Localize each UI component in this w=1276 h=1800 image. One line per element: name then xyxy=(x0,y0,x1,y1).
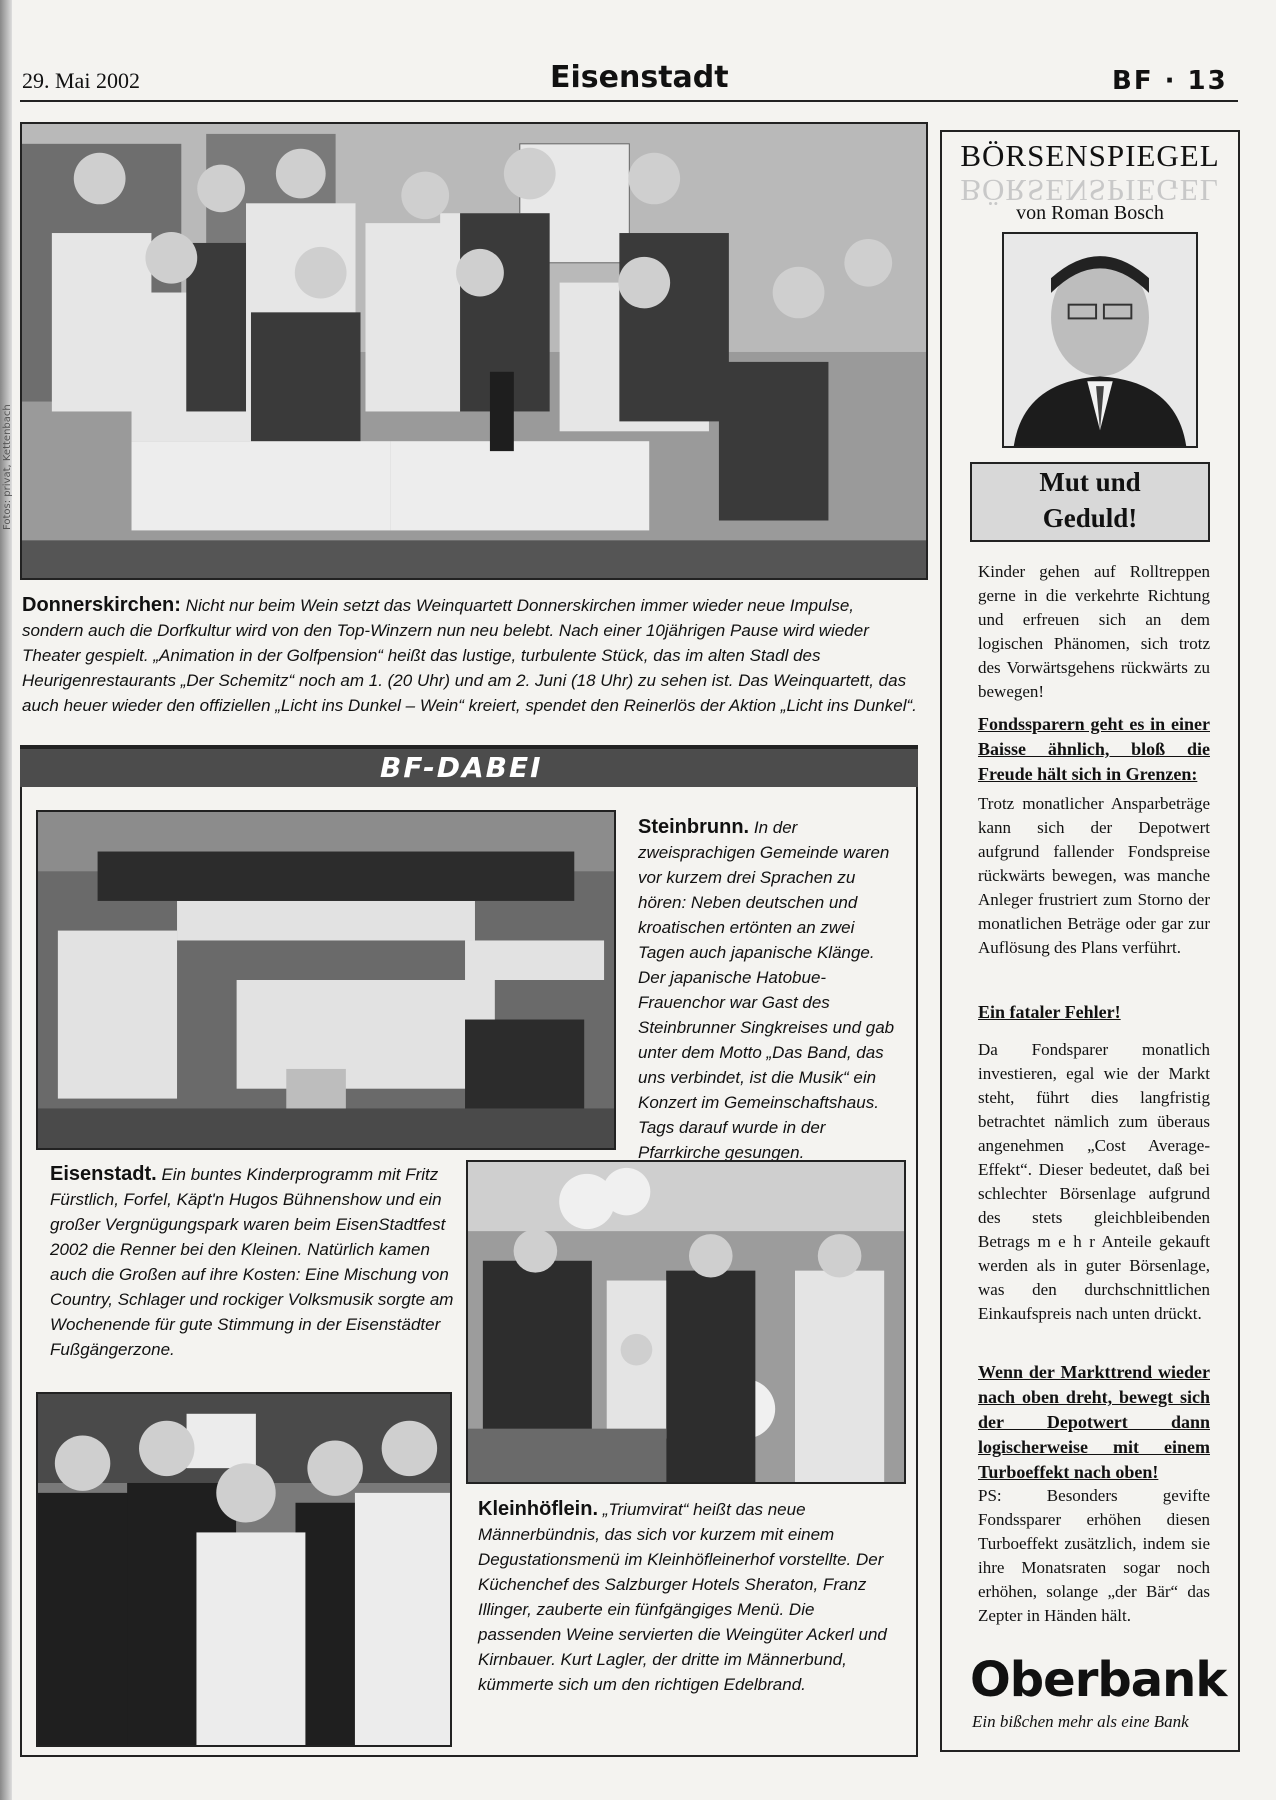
section-banner xyxy=(20,745,918,787)
header-rule xyxy=(20,100,1238,102)
stadtfest-photo xyxy=(466,1160,906,1484)
column-subhead: Wenn der Markttrend wieder nach oben dreht, bewegt sich der Depotwert dann logischerweise mit einem Turboeffekt nach oben! xyxy=(978,1362,1210,1482)
oberbank-logo: Oberbank xyxy=(970,1652,1227,1708)
section-city: Eisenstadt xyxy=(550,60,729,95)
choir-photo xyxy=(36,810,616,1150)
oberbank-slogan: Ein bißchen mehr als eine Bank xyxy=(972,1712,1189,1731)
column-author: von Roman Bosch xyxy=(1016,202,1164,224)
caption-place: Eisenstadt. xyxy=(50,1163,157,1185)
section-title: BF-DABEI xyxy=(380,751,543,784)
column-subhead: Ein fataler Fehler! xyxy=(978,1002,1121,1022)
issue-date: 29. Mai 2002 xyxy=(22,68,140,93)
caption-text: Ein buntes Kinderprogramm mit Fritz Fürstlich, Forfel, Käpt'n Hugos Bühnenshow und ein großer Vergnügungspark waren beim EisenStadtfest 2002 die Renner bei den Kleinen. Natürlich kamen auch die Großen auf ihre Kosten: Eine Mischung von Country, Schlager und rockiger Volksmusik sorgte am Wochenende für gute Stimmung in der Eisenstädter Fußgängerzone. xyxy=(50,1165,454,1359)
theatre-group-photo xyxy=(20,122,928,580)
steinbrunn-caption xyxy=(638,815,900,1165)
caption-place: Kleinhöflein. xyxy=(478,1498,598,1520)
column-headline-line1: Mut und xyxy=(1039,467,1141,497)
column-title-reflection: BÖRSENSPIEGEL xyxy=(960,173,1220,208)
author-portrait xyxy=(1002,232,1198,448)
page-number: BF · 13 xyxy=(1112,66,1228,96)
photo-credit: Fotos: privat, Kettenbach xyxy=(2,404,13,530)
caption-text: In der zweisprachigen Gemeinde waren vor kurzem drei Sprachen zu hören: Neben deutschen und kroatischen ertönten an zwei Tagen auch japanische Klänge. Der japanische Hatobue-Frauenchor war Gast des Steinbrunner Singkreises und gab unter dem Motto „Das Band, das uns verbindet, ist die Musik“ ein Konzert im Gemeinschaftshaus. Tags darauf wurde in der Pfarrkirche gesungen. xyxy=(638,818,895,1162)
column-headline-box xyxy=(970,462,1210,542)
caption-text: Nicht nur beim Wein setzt das Weinquartett Donnerskirchen immer wieder neue Impulse, sondern auch die Dorfkultur wird von den Top-Winzern nun neu belebt. Nach einer 10jährigen Pause wird wieder Theater gespielt. „Animation in der Golfpension“ heißt das lustige, turbulente Stück, das im alten Stadl des Heurigenrestaurants „Der Schemitz“ noch am 1. (20 Uhr) und am 2. Juni (18 Uhr) zu sehen ist. Das Weinquartett, das auch heuer wieder den offiziellen „Licht ins Dunkel – Wein“ kreiert, spendet den Reinerlös der Aktion „Licht ins Dunkel“. xyxy=(22,596,917,715)
column-headline-line2: Geduld! xyxy=(1042,503,1138,533)
boersenspiegel-column xyxy=(940,130,1240,1752)
caption-place: Donnerskirchen: xyxy=(22,594,181,616)
kleinhoeflein-caption xyxy=(478,1497,898,1697)
page-spine-shadow xyxy=(0,0,12,1800)
column-subhead: Fondssparern geht es in einer Baisse ähnlich, bloß die Freude hält sich in Grenzen: xyxy=(978,714,1210,784)
chefs-photo xyxy=(36,1392,452,1747)
column-title: BÖRSENSPIEGEL xyxy=(960,138,1220,173)
column-paragraph: Trotz monatlicher Ansparbeträge kann sich der Depotwert aufgrund fallender Fondspreise rückwärts bewegen, was manche Anleger frustriert zum Storno der monatlichen Beträge oder gar zur Auflösung des Plans verführt. xyxy=(978,794,1210,957)
caption-place: Steinbrunn. xyxy=(638,816,750,838)
caption-text: „Triumvirat“ heißt das neue Männerbündnis, das sich vor kurzem mit einem Degustationsmenü im Kleinhöfleinerhof vorstellte. Der Küchenchef des Salzburger Hotels Sheraton, Franz Illinger, zauberte ein fünfgängiges Menü. Die passenden Weine servierten die Weingüter Ackerl und Kirnbauer. Kurt Lagler, der dritte im Männerbund, kümmerte sich um den richtigen Edelbrand. xyxy=(478,1500,887,1694)
donnerskirchen-caption xyxy=(22,593,918,718)
column-paragraph: PS: Besonders gevifte Fondssparer erhöhen diesen Turboeffekt zusätzlich, indem sie ihre Monatsraten sogar noch erhöhen, solange „der Bär“ das Zepter in Händen hält. xyxy=(978,1486,1210,1625)
eisenstadt-caption xyxy=(50,1162,460,1362)
column-paragraph: Da Fondsparer monatlich investieren, egal wie der Markt steht, führt dies langfristig betrachtet nämlich zum überaus angenehmen „Cost Average-Effekt“. Dieser bedeutet, daß bei schlechter Börsenlage aufgrund des stets gleichbleibenden Betrags m e h r Anteile gekauft werden als in guter Börsenlage, was den durchschnittlichen Einkaufspreis nach unten drückt. xyxy=(978,1040,1210,1323)
column-paragraph: Kinder gehen auf Rolltreppen gerne in die verkehrte Richtung und erfreuen sich an dem logischen Phänomen, sich trotz des Vorwärtsgehens rückwärts zu bewegen! xyxy=(978,562,1210,701)
